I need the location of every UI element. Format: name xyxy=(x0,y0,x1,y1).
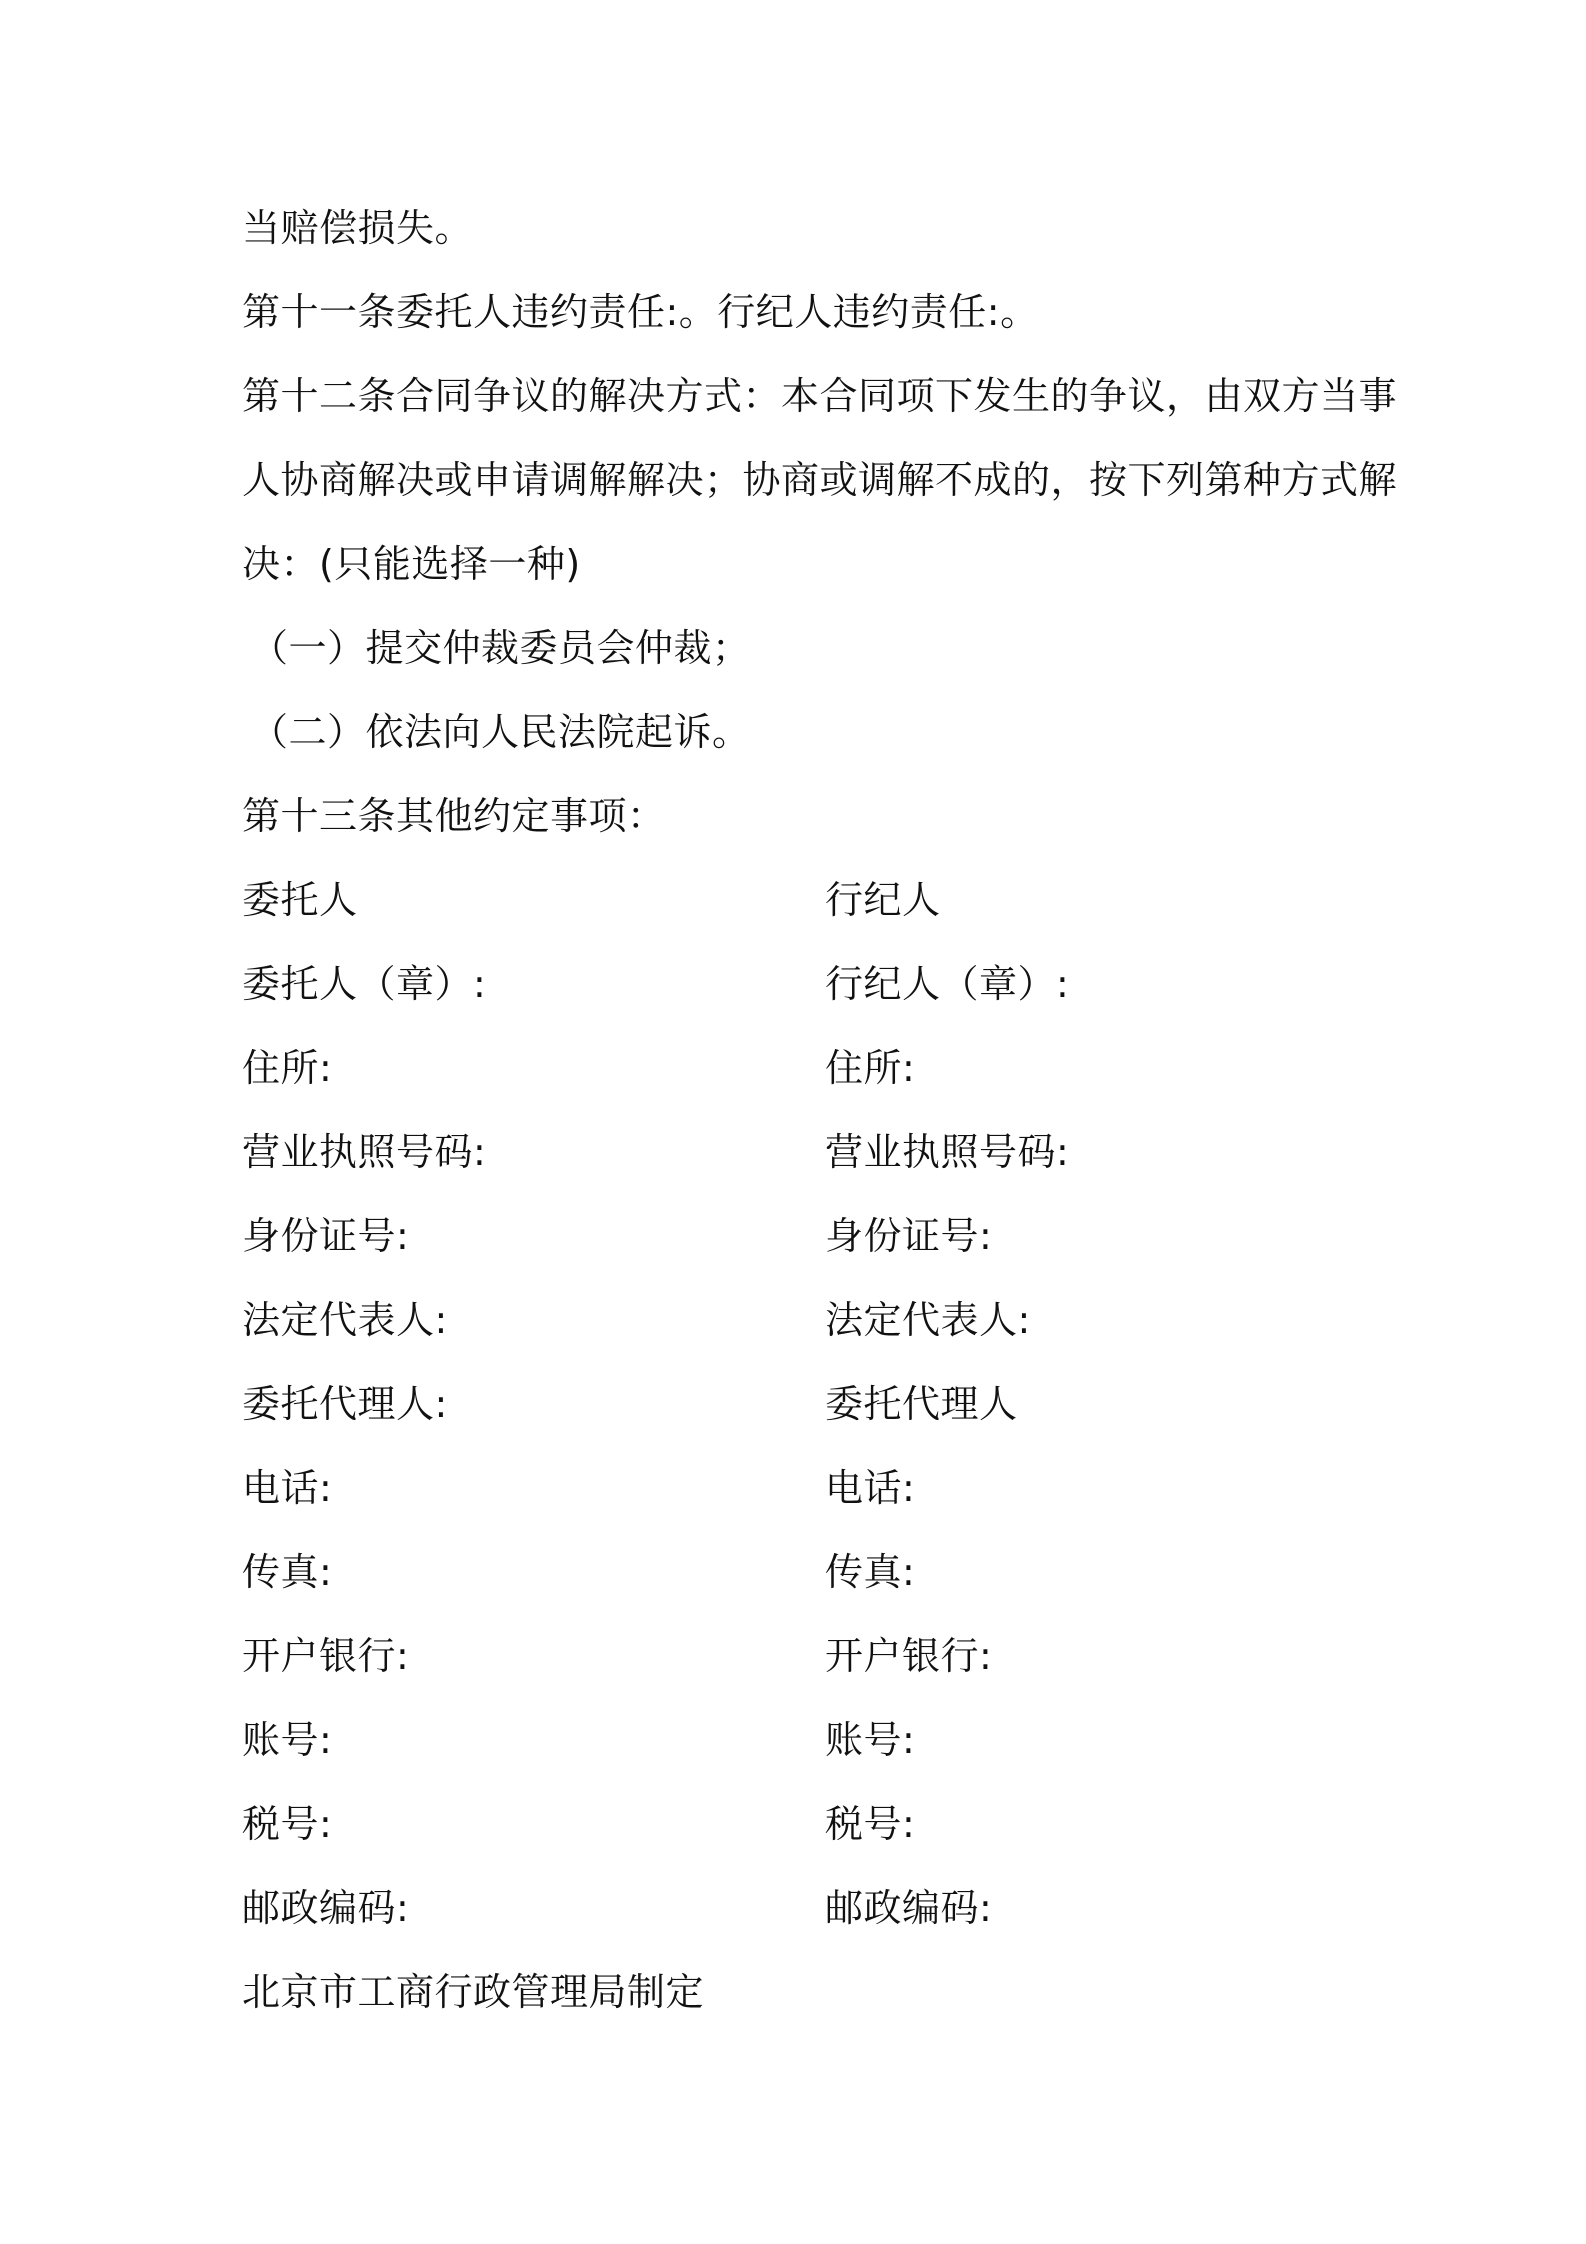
left-bank-field: 开户银行: xyxy=(242,1634,410,1678)
footer-issuer: 北京市工商行政管理局制定 xyxy=(242,1970,705,2014)
left-phone-field: 电话: xyxy=(242,1466,333,1510)
right-postcode-field: 邮政编码: xyxy=(825,1886,993,1930)
right-party-title: 行纪人 xyxy=(825,878,941,922)
text-line-1: 当赔偿损失。 xyxy=(242,206,474,250)
left-address-field: 住所: xyxy=(242,1046,333,1090)
right-tax-field: 税号: xyxy=(825,1802,916,1846)
left-party-title: 委托人 xyxy=(242,878,358,922)
left-seal-field: 委托人（章）: xyxy=(242,962,487,1006)
left-account-field: 账号: xyxy=(242,1718,333,1762)
right-fax-field: 传真: xyxy=(825,1550,916,1594)
left-fax-field: 传真: xyxy=(242,1550,333,1594)
left-legal-rep-field: 法定代表人: xyxy=(242,1298,448,1342)
right-agent-field: 委托代理人 xyxy=(825,1382,1018,1426)
article-13: 第十三条其他约定事项： xyxy=(242,794,666,838)
option-1: （一）提交仲裁委员会仲裁； xyxy=(250,626,751,670)
article-12-line-1: 第十二条合同争议的解决方式：本合同项下发生的争议，由双方当事 xyxy=(242,374,1398,418)
left-tax-field: 税号: xyxy=(242,1802,333,1846)
right-license-field: 营业执照号码: xyxy=(825,1130,1070,1174)
left-agent-field: 委托代理人: xyxy=(242,1382,448,1426)
left-id-field: 身份证号: xyxy=(242,1214,410,1258)
right-seal-field: 行纪人（章）: xyxy=(825,962,1070,1006)
right-account-field: 账号: xyxy=(825,1718,916,1762)
left-postcode-field: 邮政编码: xyxy=(242,1886,410,1930)
right-legal-rep-field: 法定代表人: xyxy=(825,1298,1031,1342)
right-id-field: 身份证号: xyxy=(825,1214,993,1258)
right-address-field: 住所: xyxy=(825,1046,916,1090)
left-license-field: 营业执照号码: xyxy=(242,1130,487,1174)
article-12-line-2: 人协商解决或申请调解解决；协商或调解不成的，按下列第种方式解 xyxy=(242,458,1398,502)
article-11: 第十一条委托人违约责任:。行纪人违约责任:。 xyxy=(242,290,1039,334)
right-phone-field: 电话: xyxy=(825,1466,916,1510)
article-12-line-3: 决：(只能选择一种) xyxy=(242,542,581,586)
right-bank-field: 开户银行: xyxy=(825,1634,993,1678)
option-2: （二）依法向人民法院起诉。 xyxy=(250,710,751,754)
